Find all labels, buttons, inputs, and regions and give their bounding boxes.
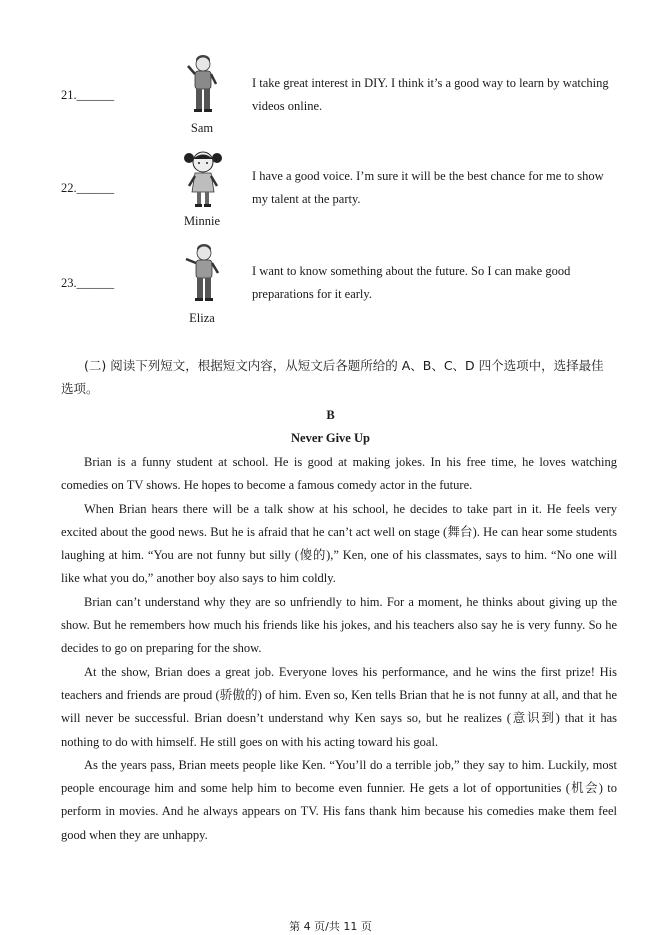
question-23-number: 23.______ xyxy=(61,276,115,290)
question-22-number: 22.______ xyxy=(61,181,115,195)
eliza-figure xyxy=(182,241,224,303)
passage-body xyxy=(61,451,617,847)
paragraph: At the show, Brian does a great job. Everyone loves his performance, and he wins the first prize! His teachers and friends are proud (骄傲的) of him. Even so, Ken tells Brian that he is not funny at all, and that he will never be successful. Brian doesn’t understand why Ken says so, but he realizes (意识到) that it has nothing to do with himself. He still goes on with his acting toward his goal. xyxy=(61,664,617,749)
minnie-figure xyxy=(180,148,226,210)
paragraph: Brian can’t understand why they are so unfriendly to him. For a moment, he thinks about giving up the show. But he remembers how much his friends like his jokes, and his teachers also say he is very funny. So he decides to go on preparing for the show. xyxy=(61,594,617,656)
speech-minnie: I have a good voice. I’m sure it will be the best chance for me to show my talent at the party. xyxy=(252,169,604,206)
paragraph: As the years pass, Brian meets people like Ken. “You’ll do a terrible job,” they say to him. Luckily, most people encourage him and some help him to become even funnier. He gets a lot of opportunities (机会) to perform in movies. And he always appears on TV. His fans thank him because his comedies make them feel good when they are unhappy. xyxy=(61,757,617,842)
passage-title: Never Give Up xyxy=(291,431,370,445)
name-minnie: Minnie xyxy=(183,214,221,228)
question-21-number: 21.______ xyxy=(61,88,115,102)
speech-sam: I take great interest in DIY. I think it’s a good way to learn by watching videos online. xyxy=(252,76,609,113)
page-footer: 第 4 页/共 11 页 xyxy=(289,920,372,933)
name-eliza: Eliza xyxy=(189,311,215,325)
section-intro: (二) 阅读下列短文，根据短文内容，从短文后各题所给的 A、B、C、D 四个选项中，选择最佳选项。 xyxy=(61,358,604,396)
passage-letter: B xyxy=(326,408,335,422)
paragraph: Brian is a funny student at school. He is good at making jokes. In his free time, he loves watching comedies on TV shows. He hopes to become a famous comedy actor in the future. xyxy=(61,455,617,493)
speech-eliza: I want to know something about the future. So I can make good preparations for it early. xyxy=(252,264,571,301)
sam-figure xyxy=(183,52,223,114)
paragraph: When Brian hears there will be a talk show at his school, he decides to take part in it. He feels very excited about the good news. But he is afraid that he can’t act well on stage (舞台). He can hear some students laughing at him. “You are not funny but silly (傻的),” Ken, one of his classmates, says to him. “No one will like what you do,” another boy also says to him coldly. xyxy=(61,501,617,586)
name-sam: Sam xyxy=(190,121,214,135)
